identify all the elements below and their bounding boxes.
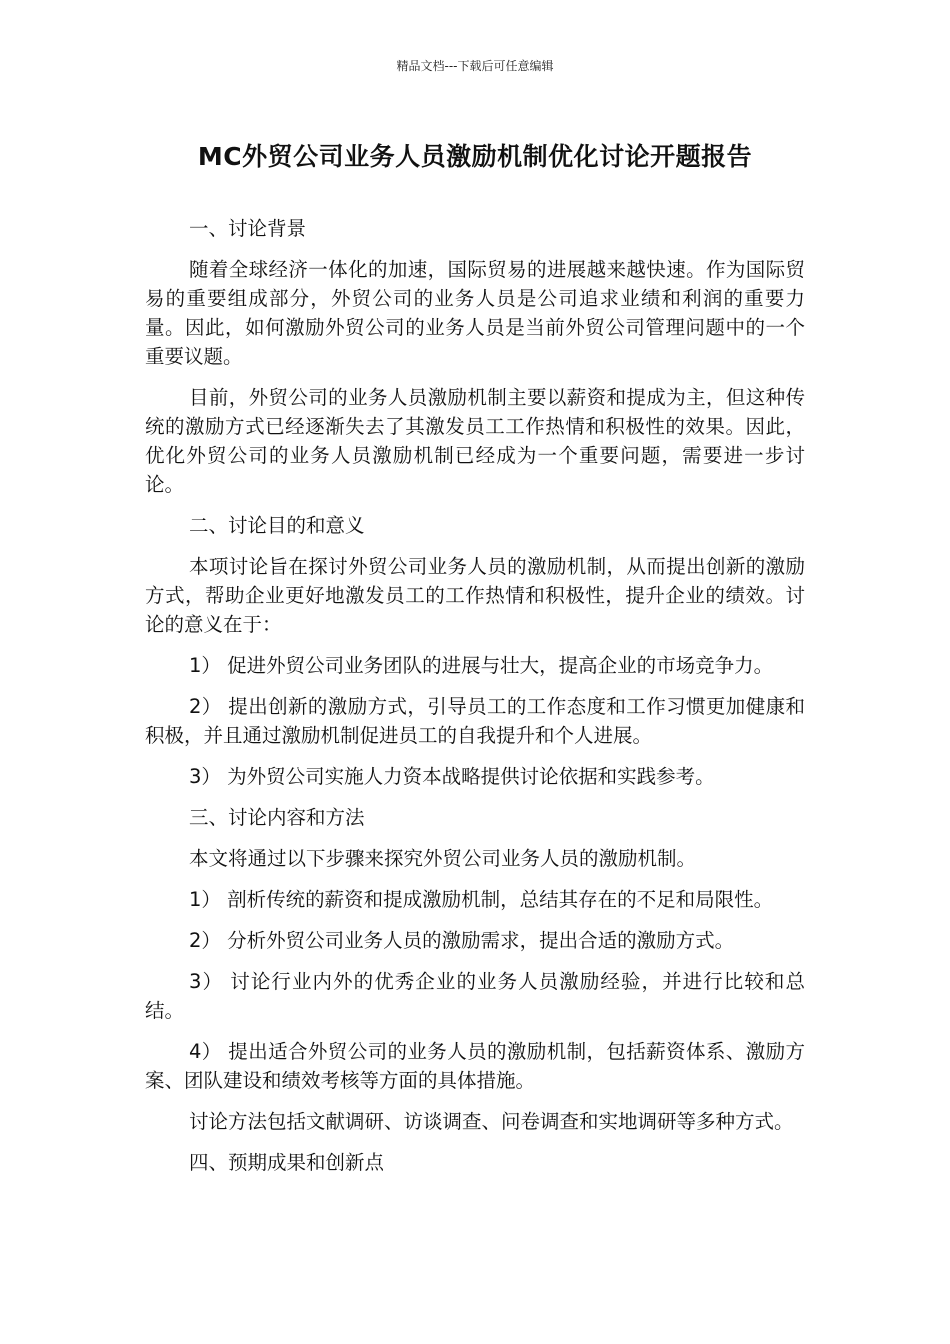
page-header-note: 精品文档---下载后可任意编辑 <box>396 59 554 73</box>
section-heading-content-method: 三、讨论内容和方法 <box>189 806 365 829</box>
list-item-significance-2: 2） 提出创新的激励方式，引导员工的工作态度和工作习惯更加健康和积极，并且通过激励机制促进员工的自我提升和个人进展。 <box>145 695 805 747</box>
section-heading-purpose: 二、讨论目的和意义 <box>189 514 365 537</box>
list-item-significance-1: 1） 促进外贸公司业务团队的进展与壮大，提高企业的市场竞争力。 <box>189 654 774 677</box>
paragraph-methods: 讨论方法包括文献调研、访谈调查、问卷调查和实地调研等多种方式。 <box>189 1110 794 1133</box>
paragraph-background-1: 随着全球经济一体化的加速，国际贸易的进展越来越快速。作为国际贸易的重要组成部分，外贸公司的业务人员是公司追求业绩和利润的重要力量。因此，如何激励外贸公司的业务人员是当前外贸公司管理问题中的一个重要议题。 <box>145 258 805 368</box>
list-item-significance-3: 3） 为外贸公司实施人力资本战略提供讨论依据和实践参考。 <box>189 765 715 788</box>
section-heading-outcomes: 四、预期成果和创新点 <box>189 1151 385 1174</box>
paragraph-purpose: 本项讨论旨在探讨外贸公司业务人员的激励机制，从而提出创新的激励方式，帮助企业更好地激发员工的工作热情和积极性，提升企业的绩效。讨论的意义在于： <box>145 555 805 636</box>
document-title: MC外贸公司业务人员激励机制优化讨论开题报告 <box>197 142 753 171</box>
list-item-step-2: 2） 分析外贸公司业务人员的激励需求，提出合适的激励方式。 <box>189 929 735 952</box>
list-item-step-4: 4） 提出适合外贸公司的业务人员的激励机制，包括薪资体系、激励方案、团队建设和绩效考核等方面的具体措施。 <box>145 1040 805 1092</box>
paragraph-background-2: 目前，外贸公司的业务人员激励机制主要以薪资和提成为主，但这种传统的激励方式已经逐渐失去了其激发员工工作热情和积极性的效果。因此，优化外贸公司的业务人员激励机制已经成为一个重要问题，需要进一步讨论。 <box>145 386 805 496</box>
paragraph-content-intro: 本文将通过以下步骤来探究外贸公司业务人员的激励机制。 <box>189 847 697 870</box>
list-item-step-3: 3） 讨论行业内外的优秀企业的业务人员激励经验，并进行比较和总结。 <box>145 970 805 1022</box>
document-body <box>145 214 805 1189</box>
section-heading-background: 一、讨论背景 <box>189 217 307 240</box>
list-item-step-1: 1） 剖析传统的薪资和提成激励机制，总结其存在的不足和局限性。 <box>189 888 774 911</box>
